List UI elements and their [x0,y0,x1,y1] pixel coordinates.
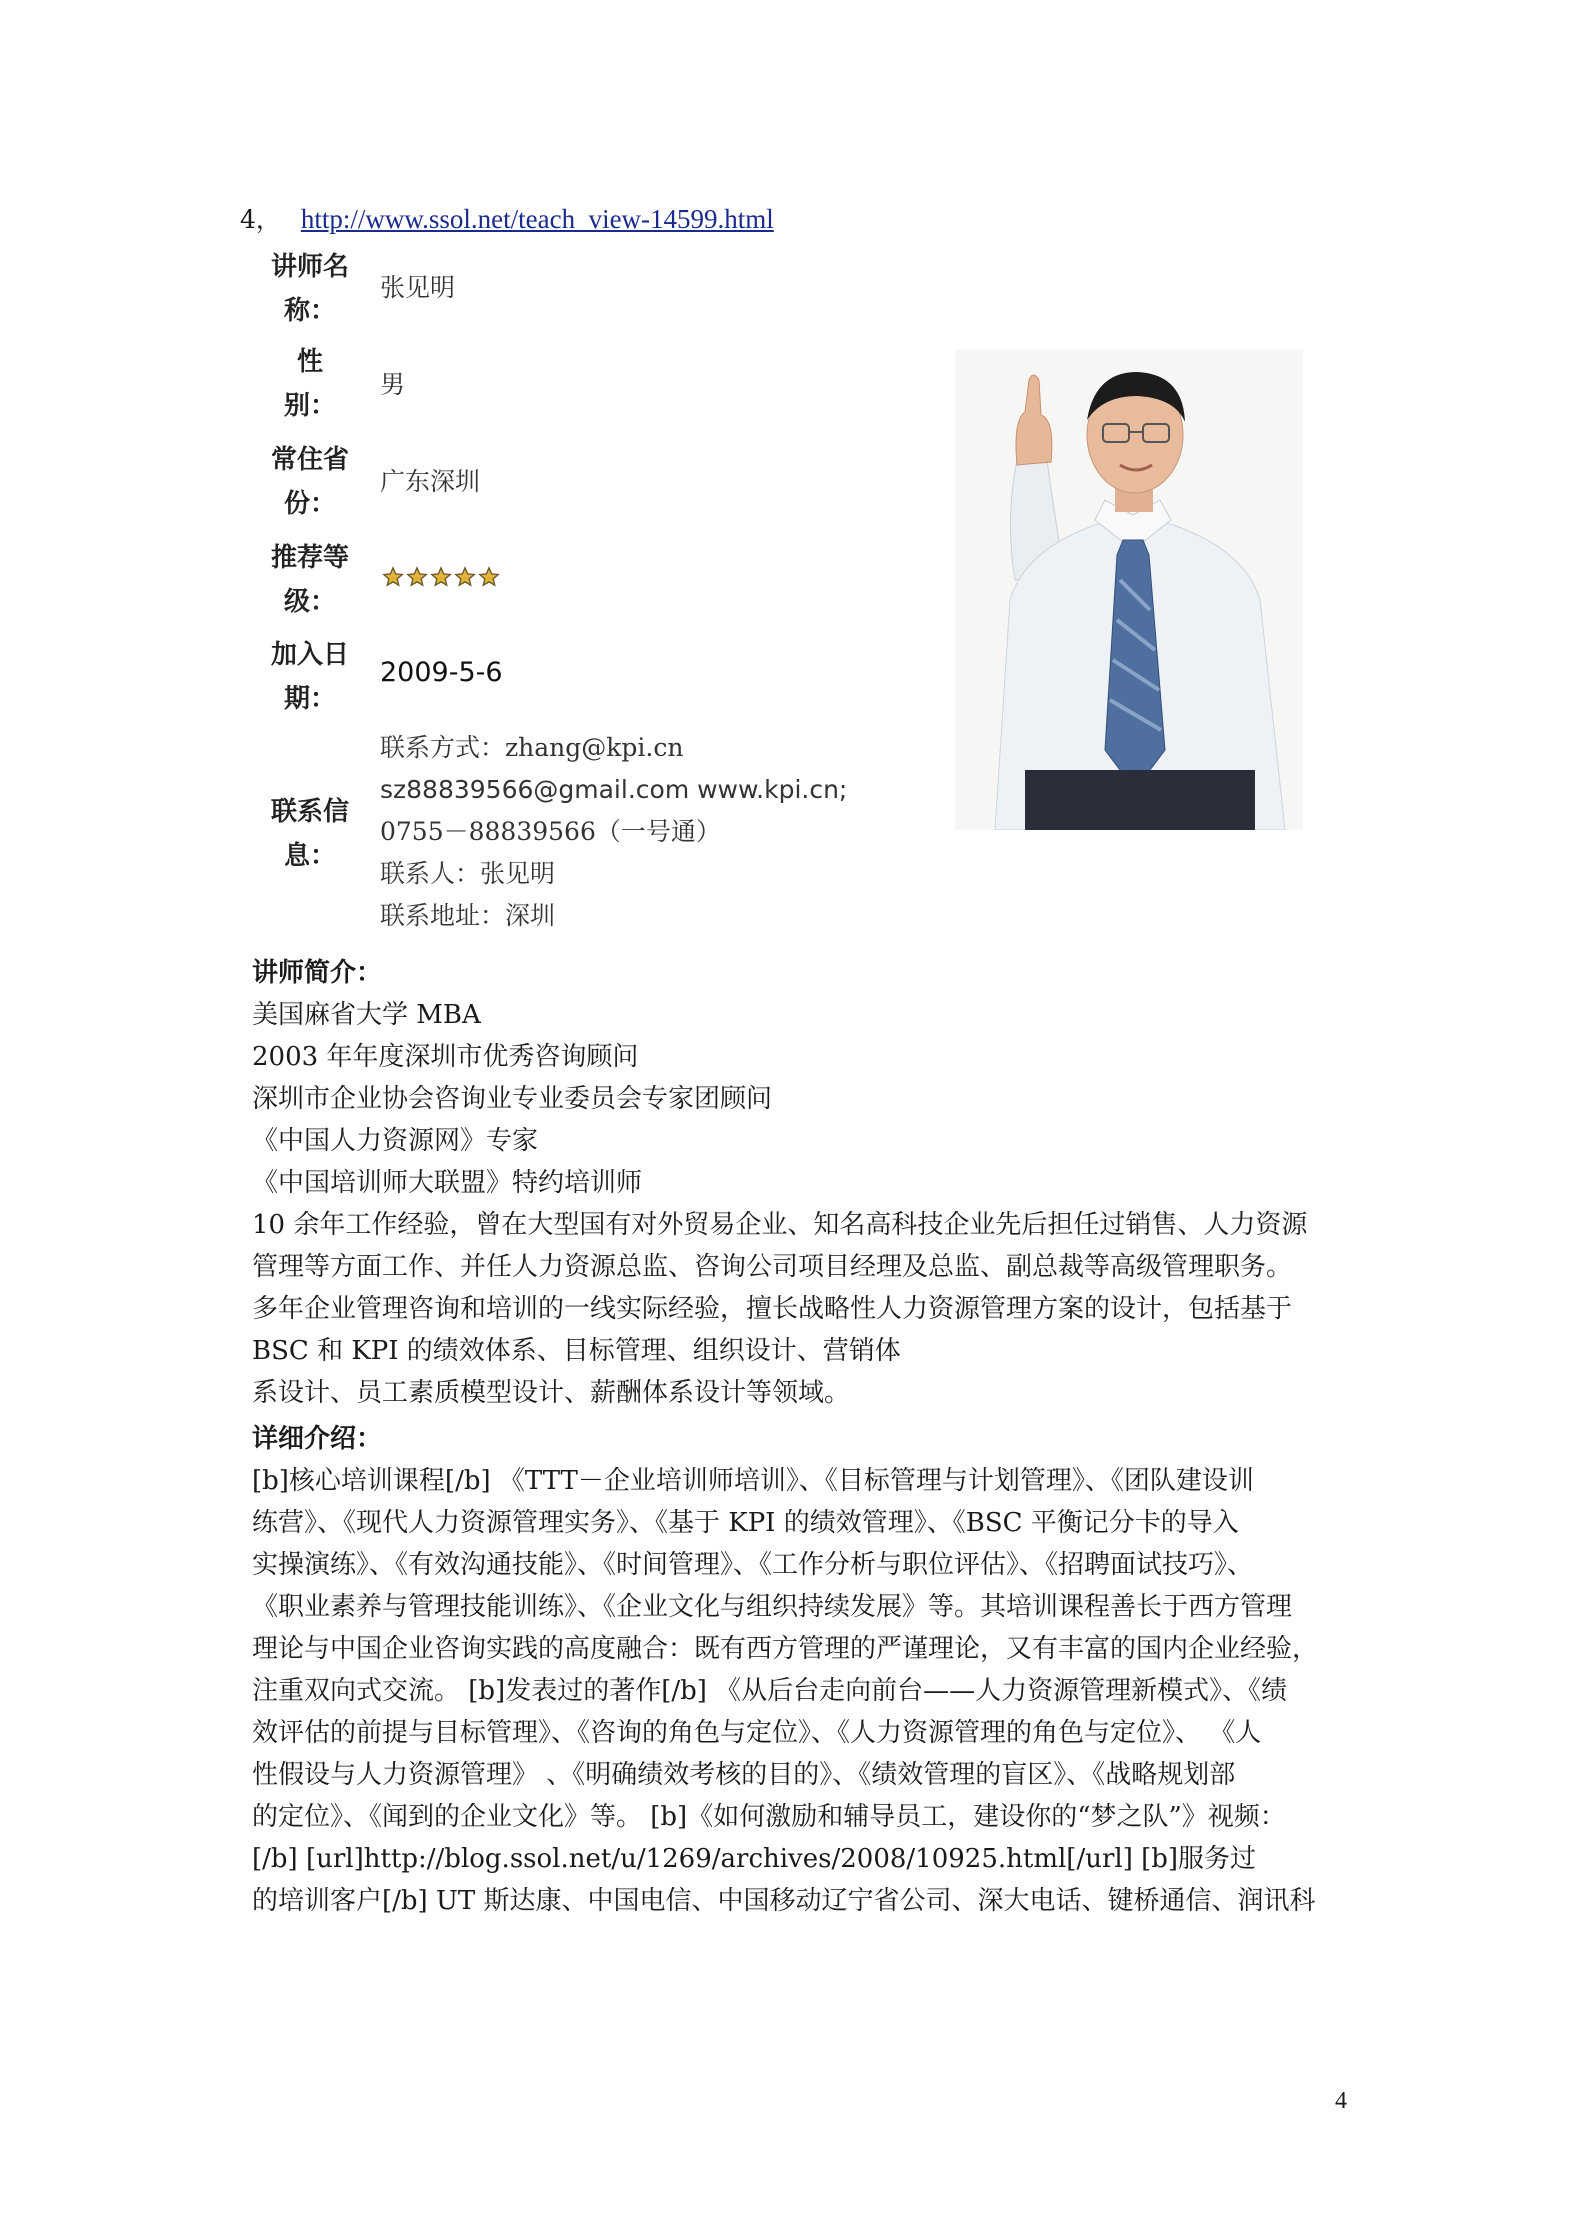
detail-line: 效评估的前提与目标管理》、《咨询的角色与定位》、《人力资源管理的角色与定位》、 《人 [252,1718,1262,1748]
detail-line: 《职业素养与管理技能训练》、《企业文化与组织持续发展》等。其培训课程善长于西方管理 [252,1592,1293,1622]
detail-line: 练营》、《现代人力资源管理实务》、《基于 KPI 的绩效管理》、《BSC 平衡记分卡的导入 [252,1508,1239,1538]
lecturer-photo [955,350,1303,830]
detail-line: 理论与中国企业咨询实践的高度融合：既有西方管理的严谨理论，又有丰富的国内企业经验， [252,1634,1319,1664]
source-link[interactable]: http://www.ssol.net/teach_view-14599.html [300,204,774,234]
intro-section [252,952,1352,1414]
contact-line: 联系方式：zhang@kpi.cn [380,733,684,762]
intro-line: 《中国培训师大联盟》特约培训师 [252,1168,643,1198]
item-number: 4， [240,205,281,234]
detail-line: [b]核心培训课程[/b] 《TTT－企业培训师培训》、《目标管理与计划管理》、《团队建设训 [252,1466,1254,1496]
detail-line: [/b] [url]http://blog.ssol.net/u/1269/archives/2008/10925.html[/url] [b]服务过 [252,1844,1257,1874]
detail-title: 详细介绍： [252,1424,383,1454]
star-icon [454,566,476,588]
contact-label: 联系信 息： [270,797,349,871]
intro-line: 系设计、员工素质模型设计、薪酬体系设计等领域。 [252,1378,851,1408]
rating-label: 推荐等 级： [270,543,349,617]
contact-line: 0755－88839566（一号通） [380,817,721,846]
province-value: 广东深圳 [380,467,481,496]
star-icon [478,566,500,588]
intro-line: 深圳市企业协会咨询业专业委员会专家团顾问 [252,1084,773,1114]
contact-line: 联系地址：深圳 [380,901,556,930]
name-label: 讲师名 称： [270,252,349,326]
detail-line: 的培训客户[/b] UT 斯达康、中国电信、中国移动辽宁省公司、深大电话、键桥通信、润讯科 [252,1886,1316,1916]
star-icon [430,566,452,588]
intro-line: 2003 年年度深圳市优秀咨询顾问 [252,1042,639,1072]
star-icon [382,566,404,588]
rating-stars [382,566,500,588]
join-date-value: 2009-5-6 [380,657,503,688]
contact-info [380,727,847,937]
gender-label: 性 别： [283,347,336,421]
name-value: 张见明 [380,273,456,302]
intro-line: 《中国人力资源网》专家 [252,1126,539,1156]
page-number: 4 [1335,2088,1347,2114]
intro-title: 讲师简介： [252,958,383,988]
item-header [240,200,774,236]
detail-line: 实操演练》、《有效沟通技能》、《时间管理》、《工作分析与职位评估》、《招聘面试技巧》、 [252,1550,1254,1580]
intro-line: 管理等方面工作、并任人力资源总监、咨询公司项目经理及总监、副总裁等高级管理职务。 [252,1252,1293,1282]
intro-line: 美国麻省大学 MBA [252,1000,481,1030]
star-icon [406,566,428,588]
intro-line: 多年企业管理咨询和培训的一线实际经验，擅长战略性人力资源管理方案的设计，包括基于 [252,1294,1293,1324]
province-label: 常住省 份： [270,445,349,519]
intro-line: BSC 和 KPI 的绩效体系、目标管理、组织设计、营销体 [252,1336,901,1366]
detail-section [252,1418,1352,1922]
detail-line: 性假设与人力资源管理》 、《明确绩效考核的目的》、《绩效管理的盲区》、《战略规划部 [252,1760,1236,1790]
detail-line: 的定位》、《闻到的企业文化》等。 [b]《如何激励和辅导员工，建设你的“梦之队”》视频： [252,1802,1286,1832]
join-date-label: 加入日 期： [270,640,349,714]
contact-line: 联系人：张见明 [380,859,556,888]
detail-line: 注重双向式交流。 [b]发表过的著作[/b] 《从后台走向前台——人力资源管理新模式》、《绩 [252,1676,1288,1706]
gender-value: 男 [380,370,406,399]
contact-line: sz88839566@gmail.com www.kpi.cn; [380,775,848,804]
intro-line: 10 余年工作经验，曾在大型国有对外贸易企业、知名高科技企业先后担任过销售、人力资源 [252,1210,1308,1240]
